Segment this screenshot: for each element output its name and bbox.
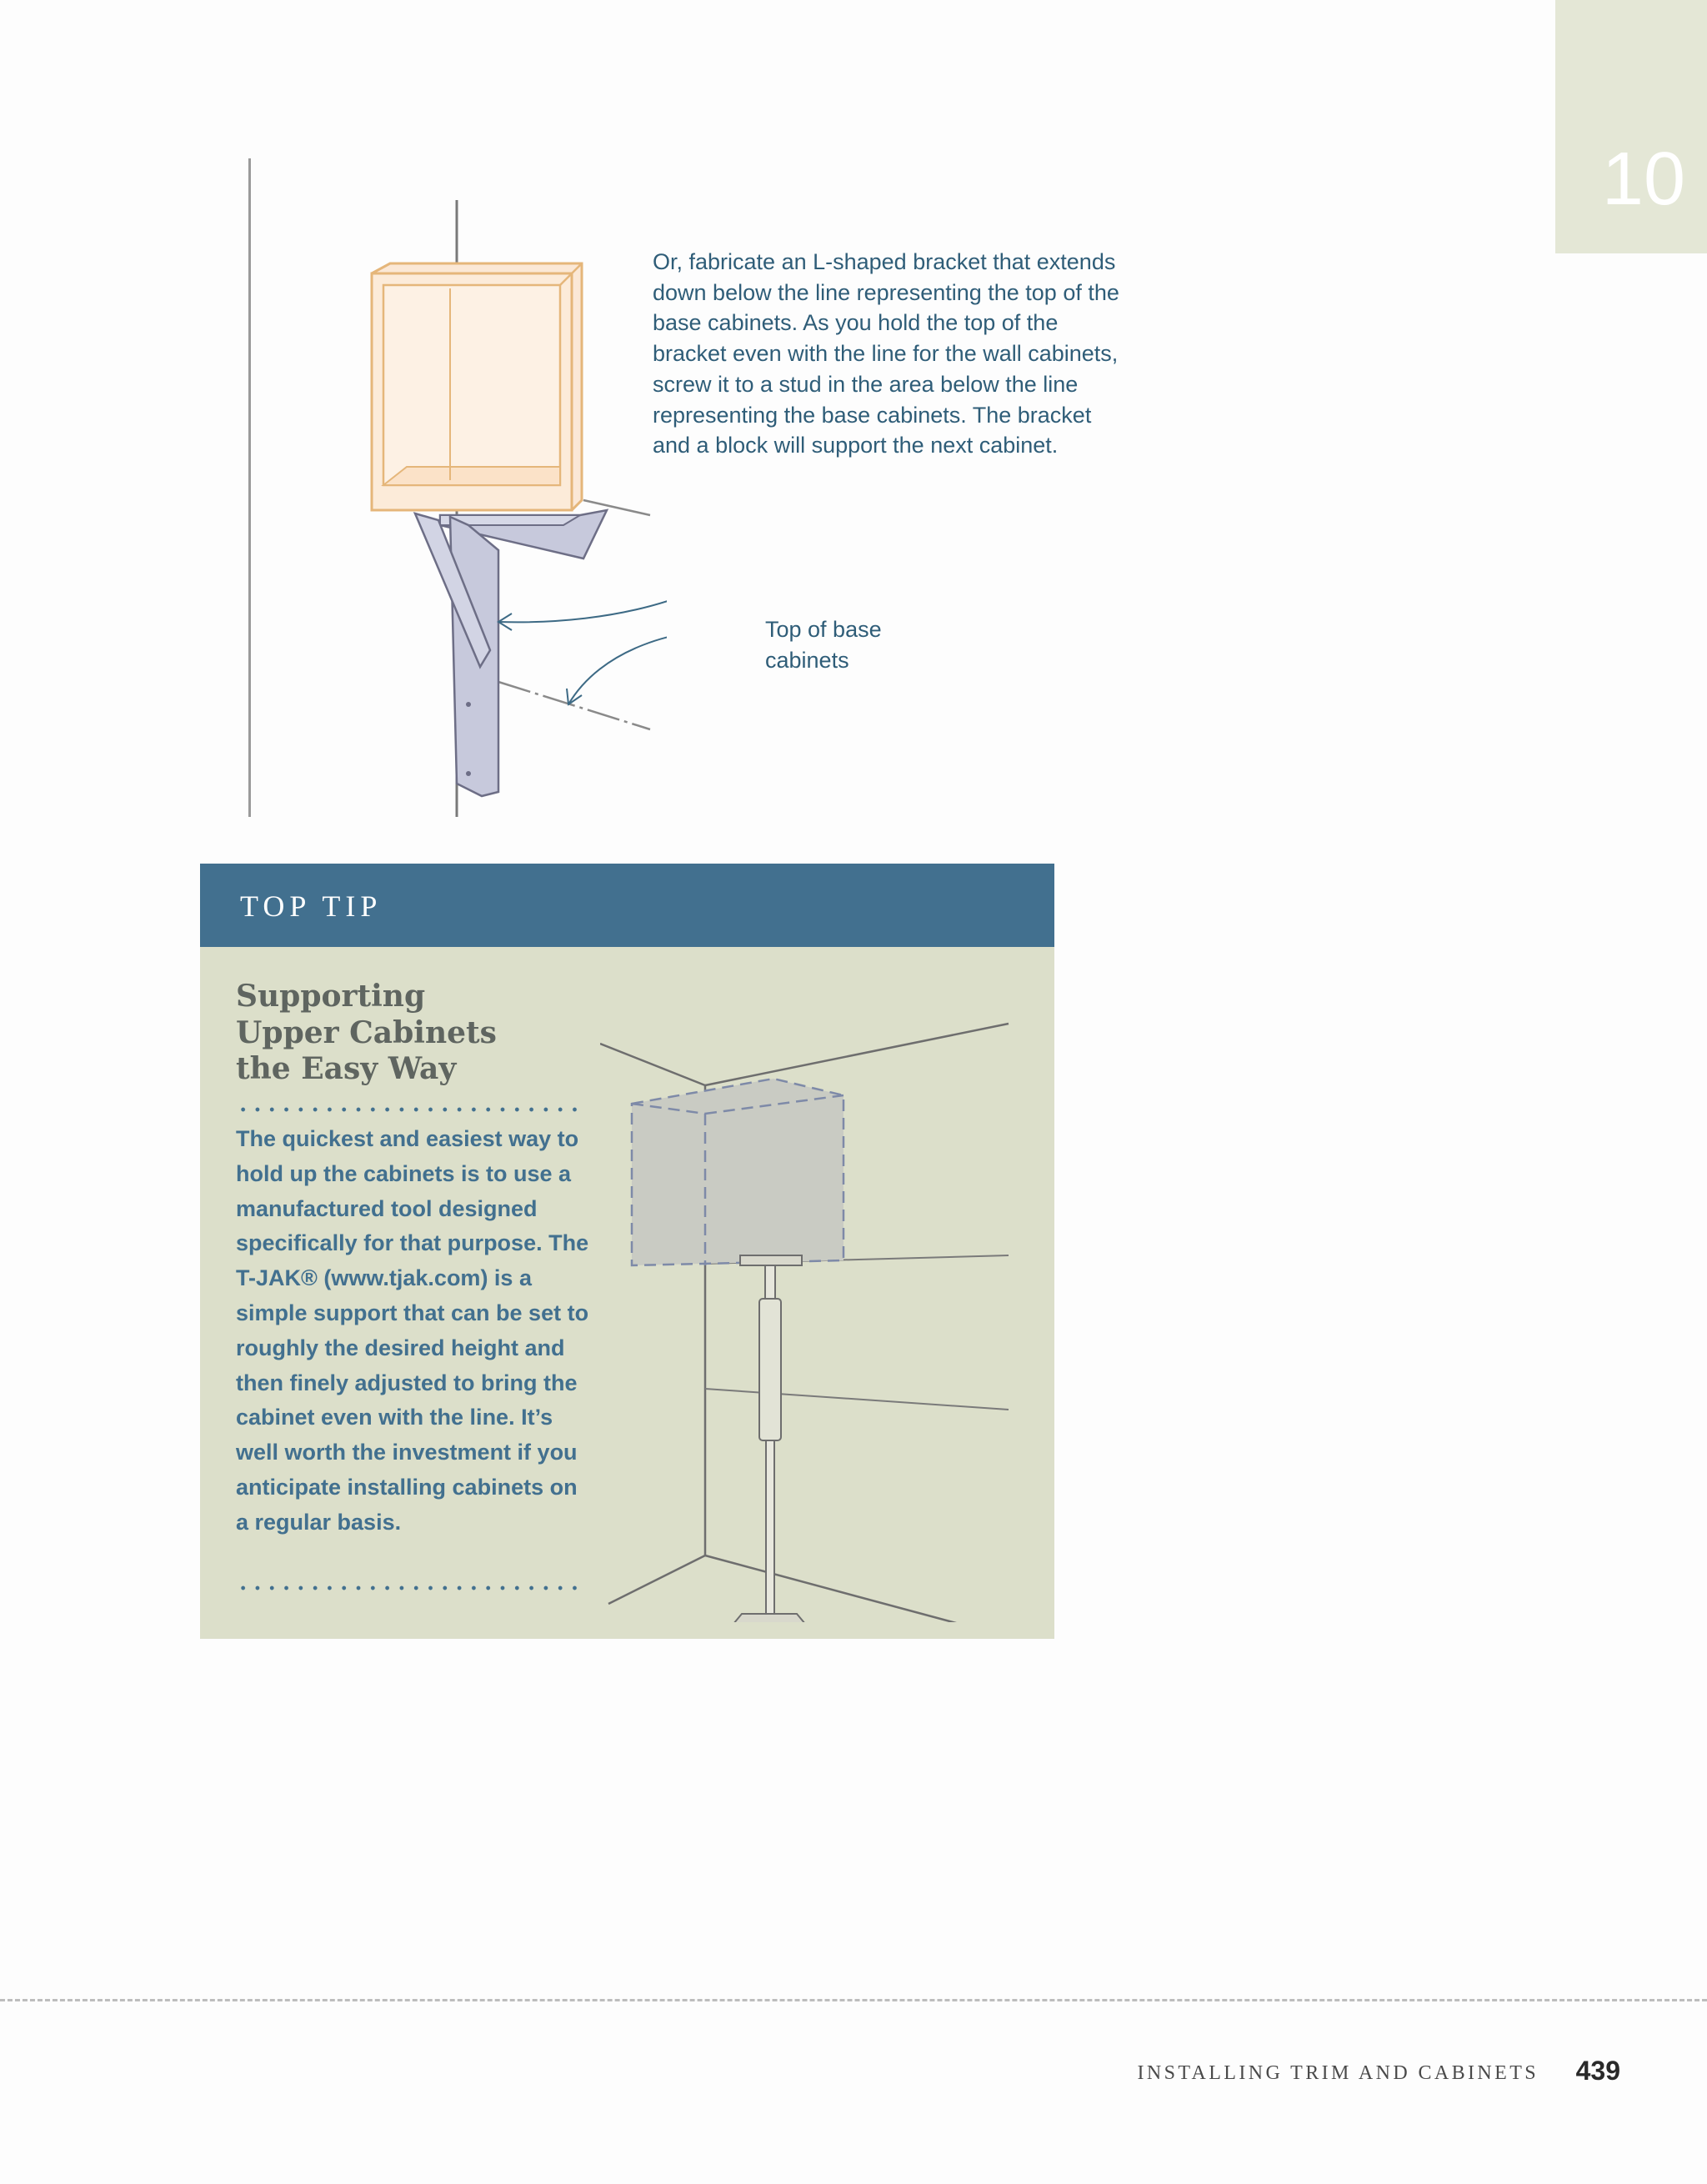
margin-rule bbox=[248, 158, 251, 817]
top-tip-label: TOP TIP bbox=[240, 889, 383, 923]
top-tip-title: Supporting Upper Cabinets the Easy Way bbox=[236, 979, 497, 1086]
top-tip-body: The quickest and easiest way to hold up the cabinets is to use a manufactured tool designed specifically for that purpose. The T-JAK® (www.tjak.com) is a simple support that can be set to roughly the desired height and then finely adjusted to bring the cabinet even with the line. It’s well worth the investment if you anticipate installing cabinets on a regular basis. bbox=[236, 1126, 589, 1535]
bracket-callout: Or, fabricate an L-shaped bracket that extends down below the line representing the top of the base cabinets. As you hold the top of the bracket even with the line for the wall cabinets, screw it to a stud in the area below the line representing the base cabinets. The bracket and a block will support the next cabinet. bbox=[653, 249, 1119, 458]
dotted-divider-bottom bbox=[236, 1585, 586, 1590]
base-cabinet-callout: Top of base cabinets bbox=[765, 617, 882, 673]
running-head: INSTALLING TRIM AND CABINETS bbox=[1137, 2062, 1539, 2084]
chapter-tab bbox=[1555, 0, 1707, 253]
top-tip-box bbox=[200, 864, 1054, 1639]
footer-rule bbox=[0, 1999, 1707, 2001]
top-tip-header bbox=[200, 864, 1054, 947]
chapter-number: 10 bbox=[1601, 138, 1685, 221]
cabinet-jack-illustration bbox=[600, 972, 1050, 1626]
bracket-illustration bbox=[317, 183, 667, 821]
dotted-divider-top bbox=[236, 1107, 586, 1112]
page-number: 439 bbox=[1575, 2056, 1620, 2086]
